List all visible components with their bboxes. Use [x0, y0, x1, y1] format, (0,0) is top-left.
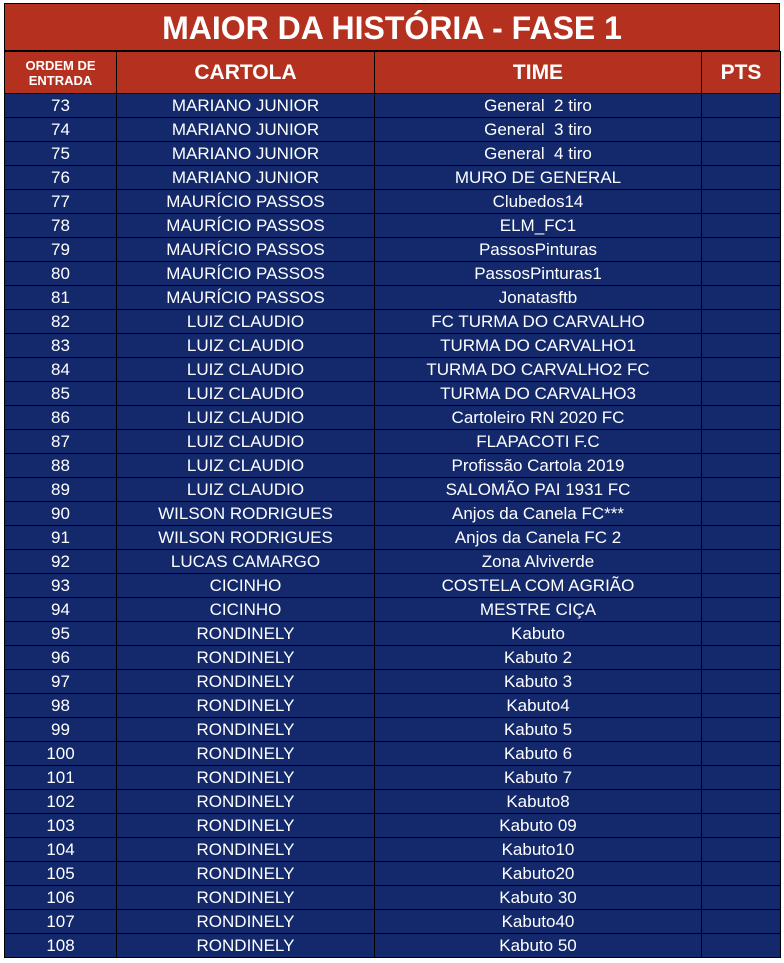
cell-order[interactable]: 84 — [5, 358, 117, 382]
cell-pts[interactable] — [702, 430, 781, 454]
cell-order[interactable]: 101 — [5, 766, 117, 790]
cell-time[interactable]: FC TURMA DO CARVALHO — [375, 310, 702, 334]
cell-cartola[interactable]: RONDINELY — [117, 910, 375, 934]
cell-cartola[interactable]: WILSON RODRIGUES — [117, 502, 375, 526]
cell-pts[interactable] — [702, 118, 781, 142]
cell-cartola[interactable]: RONDINELY — [117, 718, 375, 742]
cell-cartola[interactable]: RONDINELY — [117, 622, 375, 646]
cell-cartola[interactable]: LUIZ CLAUDIO — [117, 310, 375, 334]
cell-time[interactable]: Kabuto 50 — [375, 934, 702, 958]
header-cartola: CARTOLA — [117, 52, 375, 94]
table-row — [5, 478, 781, 502]
table-row — [5, 718, 781, 742]
cell-pts[interactable] — [702, 142, 781, 166]
table-row — [5, 238, 781, 262]
cell-order[interactable]: 107 — [5, 910, 117, 934]
table-row — [5, 310, 781, 334]
cell-cartola[interactable]: MAURÍCIO PASSOS — [117, 262, 375, 286]
header-order-line1: ORDEM DE — [25, 57, 96, 73]
cell-pts[interactable] — [702, 790, 781, 814]
cell-pts[interactable] — [702, 214, 781, 238]
table-row — [5, 406, 781, 430]
cell-order[interactable]: 96 — [5, 646, 117, 670]
table-row — [5, 838, 781, 862]
cell-time[interactable]: General 4 tiro — [375, 142, 702, 166]
cell-pts[interactable] — [702, 238, 781, 262]
cell-pts[interactable] — [702, 670, 781, 694]
cell-time[interactable]: ELM_FC1 — [375, 214, 702, 238]
cell-time[interactable]: Anjos da Canela FC*** — [375, 502, 702, 526]
cell-time[interactable]: Zona Alviverde — [375, 550, 702, 574]
cell-order[interactable]: 74 — [5, 118, 117, 142]
cell-time[interactable]: Jonatasftb — [375, 286, 702, 310]
cell-order[interactable]: 81 — [5, 286, 117, 310]
table-row — [5, 382, 781, 406]
table-row — [5, 430, 781, 454]
cell-order[interactable]: 73 — [5, 94, 117, 118]
cell-time[interactable]: Profissão Cartola 2019 — [375, 454, 702, 478]
table-row — [5, 646, 781, 670]
cell-time[interactable]: Kabuto 5 — [375, 718, 702, 742]
cell-time[interactable]: Kabuto — [375, 622, 702, 646]
cell-time[interactable]: Kabuto 30 — [375, 886, 702, 910]
cell-cartola[interactable]: RONDINELY — [117, 862, 375, 886]
cell-pts[interactable] — [702, 358, 781, 382]
table-row — [5, 190, 781, 214]
cell-cartola[interactable]: LUIZ CLAUDIO — [117, 454, 375, 478]
cell-order[interactable]: 87 — [5, 430, 117, 454]
cell-cartola[interactable]: RONDINELY — [117, 766, 375, 790]
cell-time[interactable]: Kabuto40 — [375, 910, 702, 934]
cell-pts[interactable] — [702, 334, 781, 358]
cell-order[interactable]: 86 — [5, 406, 117, 430]
cell-pts[interactable] — [702, 838, 781, 862]
table-row — [5, 694, 781, 718]
cell-time[interactable]: Kabuto 3 — [375, 670, 702, 694]
cell-pts[interactable] — [702, 718, 781, 742]
cell-time[interactable]: COSTELA COM AGRIÃO — [375, 574, 702, 598]
cell-pts[interactable] — [702, 382, 781, 406]
table-row — [5, 214, 781, 238]
table-row — [5, 118, 781, 142]
cell-order[interactable]: 99 — [5, 718, 117, 742]
table-row — [5, 166, 781, 190]
cell-time[interactable]: Kabuto 6 — [375, 742, 702, 766]
cell-cartola[interactable]: MAURÍCIO PASSOS — [117, 214, 375, 238]
cell-cartola[interactable]: RONDINELY — [117, 670, 375, 694]
cell-cartola[interactable]: RONDINELY — [117, 934, 375, 958]
sheet-title: MAIOR DA HISTÓRIA - FASE 1 — [4, 3, 780, 51]
cell-order[interactable]: 105 — [5, 862, 117, 886]
cell-pts[interactable] — [702, 502, 781, 526]
cell-order[interactable]: 90 — [5, 502, 117, 526]
entries-table — [4, 51, 781, 958]
cell-pts[interactable] — [702, 550, 781, 574]
table-row — [5, 142, 781, 166]
cell-pts[interactable] — [702, 598, 781, 622]
cell-pts[interactable] — [702, 646, 781, 670]
cell-pts[interactable] — [702, 454, 781, 478]
cell-cartola[interactable]: RONDINELY — [117, 694, 375, 718]
cell-cartola[interactable]: LUCAS CAMARGO — [117, 550, 375, 574]
cell-time[interactable]: Kabuto20 — [375, 862, 702, 886]
cell-cartola[interactable]: MARIANO JUNIOR — [117, 118, 375, 142]
cell-cartola[interactable]: MARIANO JUNIOR — [117, 142, 375, 166]
cell-cartola[interactable]: MARIANO JUNIOR — [117, 166, 375, 190]
cell-cartola[interactable]: CICINHO — [117, 598, 375, 622]
cell-order[interactable]: 78 — [5, 214, 117, 238]
cell-order[interactable]: 102 — [5, 790, 117, 814]
cell-cartola[interactable]: RONDINELY — [117, 790, 375, 814]
table-row — [5, 94, 781, 118]
cell-order[interactable]: 91 — [5, 526, 117, 550]
cell-order[interactable]: 75 — [5, 142, 117, 166]
cell-cartola[interactable]: RONDINELY — [117, 814, 375, 838]
table-row — [5, 862, 781, 886]
cell-cartola[interactable]: LUIZ CLAUDIO — [117, 430, 375, 454]
cell-pts[interactable] — [702, 814, 781, 838]
cell-pts[interactable] — [702, 526, 781, 550]
header-time: TIME — [375, 52, 702, 94]
cell-order[interactable]: 77 — [5, 190, 117, 214]
cell-cartola[interactable]: LUIZ CLAUDIO — [117, 334, 375, 358]
cell-cartola[interactable]: LUIZ CLAUDIO — [117, 382, 375, 406]
cell-cartola[interactable]: RONDINELY — [117, 742, 375, 766]
cell-time[interactable]: General 3 tiro — [375, 118, 702, 142]
cell-time[interactable]: TURMA DO CARVALHO2 FC — [375, 358, 702, 382]
cell-pts[interactable] — [702, 406, 781, 430]
cell-pts[interactable] — [702, 910, 781, 934]
cell-time[interactable]: SALOMÃO PAI 1931 FC — [375, 478, 702, 502]
cell-time[interactable]: Cartoleiro RN 2020 FC — [375, 406, 702, 430]
cell-order[interactable]: 82 — [5, 310, 117, 334]
table-row — [5, 886, 781, 910]
cell-order[interactable]: 93 — [5, 574, 117, 598]
cell-order[interactable]: 89 — [5, 478, 117, 502]
cell-cartola[interactable]: WILSON RODRIGUES — [117, 526, 375, 550]
table-row — [5, 454, 781, 478]
cell-cartola[interactable]: RONDINELY — [117, 646, 375, 670]
cell-pts[interactable] — [702, 478, 781, 502]
cell-time[interactable]: PassosPinturas1 — [375, 262, 702, 286]
cell-order[interactable]: 103 — [5, 814, 117, 838]
cell-order[interactable]: 85 — [5, 382, 117, 406]
cell-order[interactable]: 95 — [5, 622, 117, 646]
cell-time[interactable]: TURMA DO CARVALHO3 — [375, 382, 702, 406]
cell-pts[interactable] — [702, 862, 781, 886]
cell-order[interactable]: 80 — [5, 262, 117, 286]
spreadsheet — [4, 3, 780, 958]
header-order-line2: ENTRADA — [28, 72, 93, 88]
table-row — [5, 526, 781, 550]
cell-time[interactable]: FLAPACOTI F.C — [375, 430, 702, 454]
cell-cartola[interactable]: RONDINELY — [117, 886, 375, 910]
cell-time[interactable]: Kabuto 7 — [375, 766, 702, 790]
cell-order[interactable]: 83 — [5, 334, 117, 358]
cell-order[interactable]: 92 — [5, 550, 117, 574]
table-body — [5, 94, 781, 958]
cell-pts[interactable] — [702, 694, 781, 718]
header-order-entry — [5, 52, 117, 94]
cell-time[interactable]: MESTRE CIÇA — [375, 598, 702, 622]
cell-time[interactable]: Kabuto10 — [375, 838, 702, 862]
cell-cartola[interactable]: MAURÍCIO PASSOS — [117, 238, 375, 262]
table-row — [5, 574, 781, 598]
cell-cartola[interactable]: LUIZ CLAUDIO — [117, 478, 375, 502]
cell-cartola[interactable]: MAURÍCIO PASSOS — [117, 190, 375, 214]
cell-time[interactable]: TURMA DO CARVALHO1 — [375, 334, 702, 358]
cell-pts[interactable] — [702, 190, 781, 214]
cell-order[interactable]: 98 — [5, 694, 117, 718]
cell-order[interactable]: 104 — [5, 838, 117, 862]
cell-pts[interactable] — [702, 94, 781, 118]
table-row — [5, 286, 781, 310]
table-row — [5, 334, 781, 358]
table-row — [5, 262, 781, 286]
cell-cartola[interactable]: RONDINELY — [117, 838, 375, 862]
table-row — [5, 670, 781, 694]
cell-pts[interactable] — [702, 262, 781, 286]
cell-pts[interactable] — [702, 766, 781, 790]
cell-time[interactable]: General 2 tiro — [375, 94, 702, 118]
cell-time[interactable]: Kabuto8 — [375, 790, 702, 814]
cell-pts[interactable] — [702, 574, 781, 598]
table-row — [5, 598, 781, 622]
cell-cartola[interactable]: CICINHO — [117, 574, 375, 598]
cell-order[interactable]: 79 — [5, 238, 117, 262]
cell-pts[interactable] — [702, 310, 781, 334]
table-row — [5, 742, 781, 766]
cell-order[interactable]: 88 — [5, 454, 117, 478]
cell-cartola[interactable]: LUIZ CLAUDIO — [117, 358, 375, 382]
table-row — [5, 622, 781, 646]
cell-pts[interactable] — [702, 286, 781, 310]
cell-cartola[interactable]: LUIZ CLAUDIO — [117, 406, 375, 430]
cell-order[interactable]: 108 — [5, 934, 117, 958]
cell-order[interactable]: 100 — [5, 742, 117, 766]
cell-pts[interactable] — [702, 742, 781, 766]
header-row — [5, 52, 781, 94]
table-row — [5, 910, 781, 934]
cell-pts[interactable] — [702, 934, 781, 958]
cell-cartola[interactable]: MARIANO JUNIOR — [117, 94, 375, 118]
cell-cartola[interactable]: MAURÍCIO PASSOS — [117, 286, 375, 310]
cell-time[interactable]: PassosPinturas — [375, 238, 702, 262]
cell-order[interactable]: 106 — [5, 886, 117, 910]
table-row — [5, 502, 781, 526]
table-row — [5, 934, 781, 958]
cell-pts[interactable] — [702, 622, 781, 646]
cell-order[interactable]: 97 — [5, 670, 117, 694]
table-row — [5, 358, 781, 382]
cell-time[interactable]: Kabuto 2 — [375, 646, 702, 670]
cell-time[interactable]: Anjos da Canela FC 2 — [375, 526, 702, 550]
table-row — [5, 790, 781, 814]
table-row — [5, 766, 781, 790]
cell-pts[interactable] — [702, 886, 781, 910]
cell-pts[interactable] — [702, 166, 781, 190]
table-row — [5, 550, 781, 574]
cell-time[interactable]: Clubedos14 — [375, 190, 702, 214]
cell-order[interactable]: 76 — [5, 166, 117, 190]
cell-time[interactable]: Kabuto4 — [375, 694, 702, 718]
cell-time[interactable]: MURO DE GENERAL — [375, 166, 702, 190]
header-pts: PTS — [702, 52, 781, 94]
cell-time[interactable]: Kabuto 09 — [375, 814, 702, 838]
cell-order[interactable]: 94 — [5, 598, 117, 622]
table-row — [5, 814, 781, 838]
